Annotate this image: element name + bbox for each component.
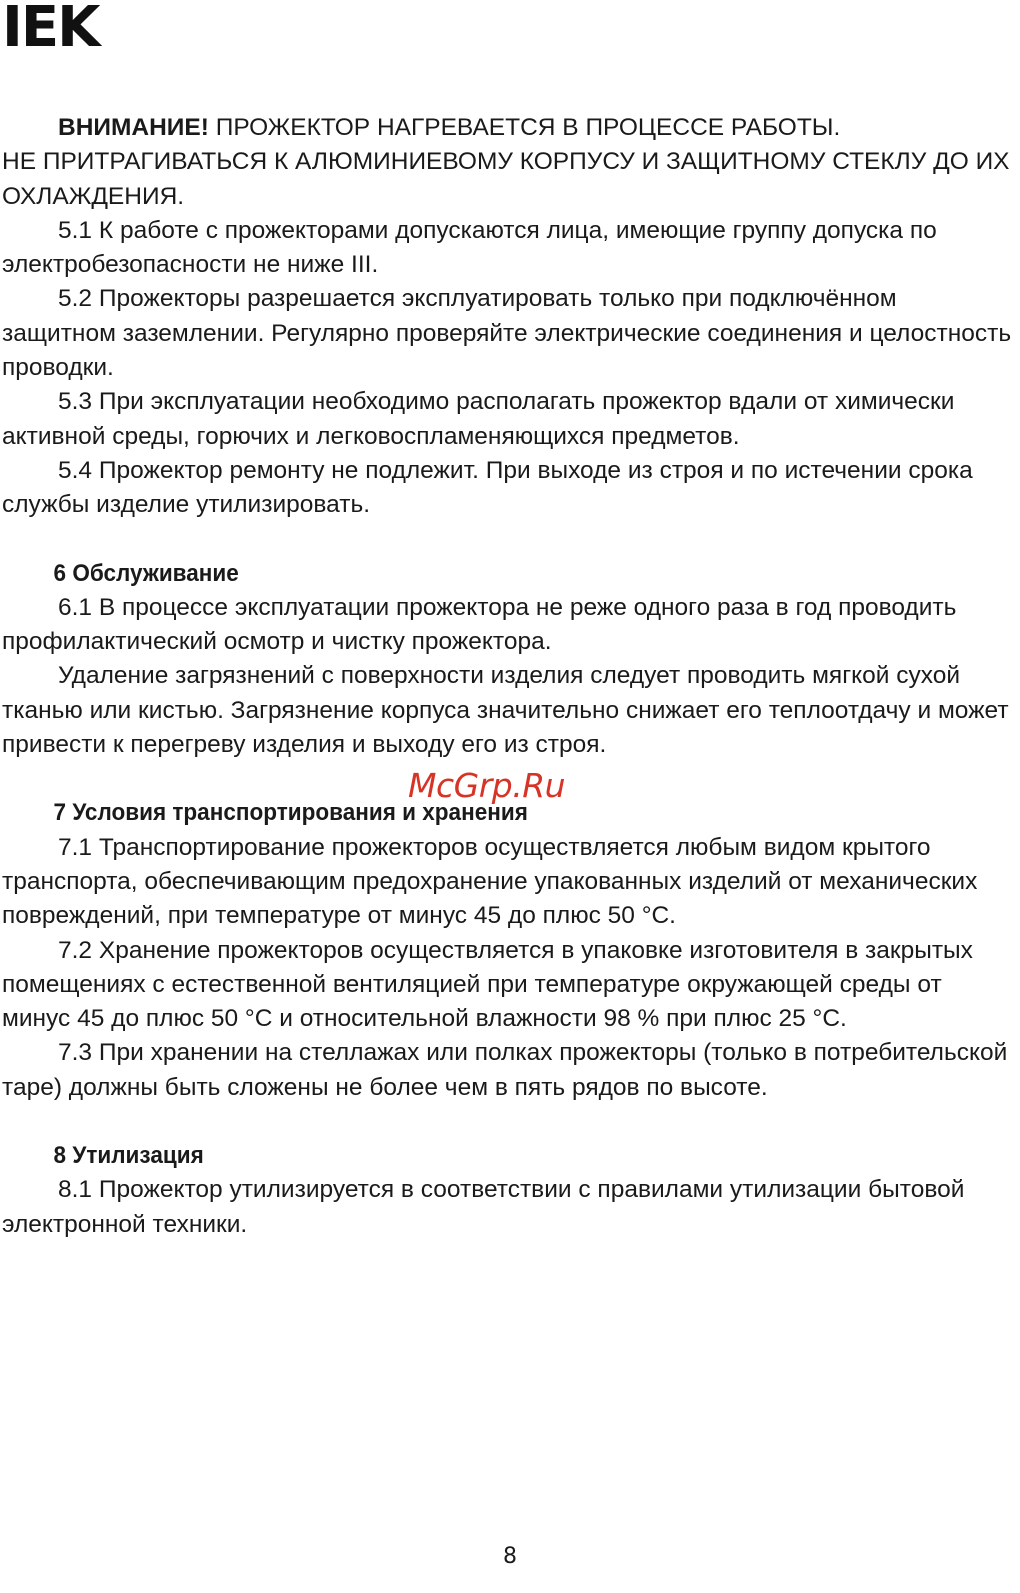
- paragraph-5-3: 5.3 При эксплуатации необходимо располагать прожектор вдали от химически активной среды, горючих и легковоспламеняющихся предметов.: [2, 388, 955, 450]
- paragraph-7-3: 7.3 При хранении на стеллажах или полках прожекторы (только в потребительской таре) должны быть сложены не более чем в пять рядов по высоте.: [2, 1039, 1008, 1101]
- warning-rest: НЕ ПРИТРАГИВАТЬСЯ К АЛЮМИНИЕВОМУ КОРПУСУ И ЗАЩИТНОМУ СТЕКЛУ ДО ИХ ОХЛАЖДЕНИЯ.: [2, 148, 1010, 210]
- document-body: [2, 111, 1016, 1242]
- section-gap: [2, 1105, 1016, 1139]
- section-gap: [2, 523, 1016, 557]
- section-6-heading: 6 Обслуживание: [53, 559, 239, 587]
- warning-line1: ПРОЖЕКТОР НАГРЕВАЕТСЯ В ПРОЦЕССЕ РАБОТЫ.: [208, 114, 841, 141]
- warning-paragraph: [2, 111, 1016, 145]
- section-7-heading: 7 Условия транспортирования и хранения: [53, 799, 528, 827]
- paragraph-5-4: 5.4 Прожектор ремонту не подлежит. При выходе из строя и по истечении срока службы изделие утилизировать.: [2, 456, 973, 519]
- logo-text: IEK: [2, 0, 99, 60]
- paragraph-7-2: 7.2 Хранение прожекторов осуществляется в упаковке изготовителя в закрытых помещениях с естественной вентиляцией при температуре окружающей среды от минус 45 до плюс 50 °С и относительной влажности 98 % при плюс 25 °С.: [2, 936, 973, 1033]
- page-number: 8: [503, 1544, 517, 1569]
- iek-logo: [2, 0, 99, 60]
- paragraph-5-1: 5.1 К работе с прожекторами допускаются лица, имеющие группу допуска по электробезопасности не ниже III.: [2, 216, 937, 279]
- paragraph-7-1: 7.1 Транспортирование прожекторов осуществляется любым видом крытого транспорта, обеспечивающим предохранение упакованных изделий от механических повреждений, при температуре от минус 45 до плюс 50 °С.: [2, 833, 978, 930]
- paragraph-8-1: 8.1 Прожектор утилизируется в соответствии с правилами утилизации бытовой электронной техники.: [2, 1176, 965, 1238]
- paragraph-5-2: 5.2 Прожекторы разрешается эксплуатировать только при подключённом защитном заземлении. Регулярно проверяйте электрические соединения и целостность проводки.: [2, 285, 1012, 382]
- watermark-text: McGrp.Ru: [408, 766, 566, 805]
- section-8-heading: 8 Утилизация: [53, 1142, 204, 1170]
- warning-label: ВНИМАНИЕ!: [58, 114, 209, 141]
- paragraph-6-1: 6.1 В процессе эксплуатации прожектора не реже одного раза в год проводить профилактический осмотр и чистку прожектора.: [2, 593, 957, 656]
- paragraph-6-2: Удаление загрязнений с поверхности изделия следует проводить мягкой сухой тканью или кистью. Загрязнение корпуса значительно снижает его теплоотдачу и может привести к перегреву изделия и выходу его из строя.: [2, 662, 1009, 759]
